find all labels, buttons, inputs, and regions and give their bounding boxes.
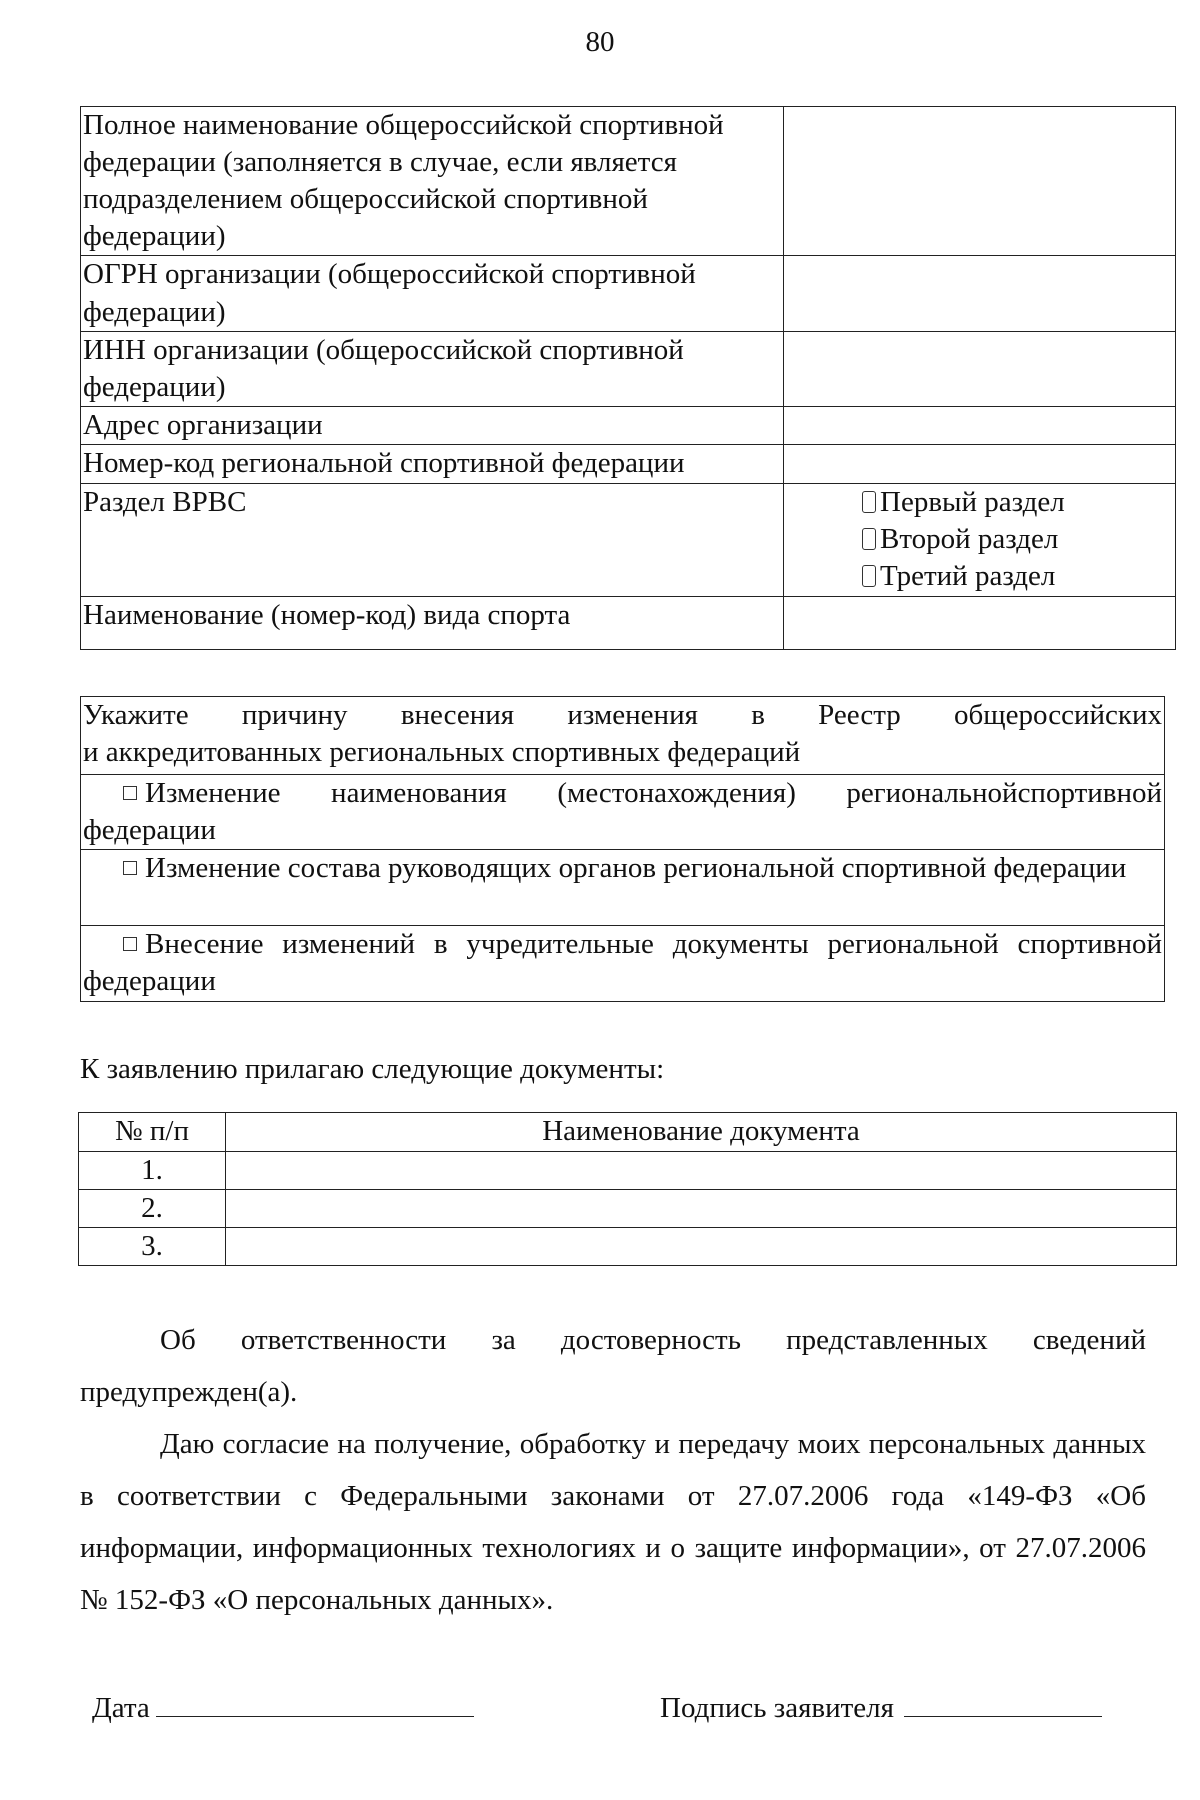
- signature-label: Подпись заявителя: [660, 1692, 894, 1724]
- inn-label: ИНН организации (общероссийской спортивной федерации): [81, 331, 784, 406]
- attachments-table: [78, 1112, 1177, 1266]
- table-row: [81, 926, 1165, 1002]
- full-name-field[interactable]: [784, 107, 1176, 256]
- vrvs-section-options: [784, 483, 1176, 596]
- date-input-line[interactable]: [156, 1690, 474, 1717]
- section-option-label: Второй раздел: [880, 523, 1059, 556]
- table-row: [81, 596, 1176, 649]
- table-row: [79, 1190, 1177, 1228]
- table-row: [81, 107, 1176, 256]
- row-number: 2.: [79, 1190, 226, 1228]
- document-name-field[interactable]: [226, 1228, 1177, 1266]
- checkbox-icon[interactable]: [862, 565, 876, 587]
- table-row: [81, 256, 1176, 331]
- reason-header: [81, 697, 1165, 775]
- vrvs-section-label: Раздел ВРВС: [81, 483, 784, 596]
- reason-option-label: Внесение изменений в учредительные документы региональной спортивной федерации: [83, 928, 1162, 998]
- organization-info-table: [80, 106, 1176, 650]
- document-name-field[interactable]: [226, 1152, 1177, 1190]
- table-header-row: [79, 1113, 1177, 1152]
- reason-option-label: Изменение состава руководящих органов региональной спортивной федерации: [145, 852, 1127, 885]
- table-row: [81, 444, 1176, 483]
- table-row: [81, 406, 1176, 444]
- sport-name-field[interactable]: [784, 596, 1176, 649]
- address-label: Адрес организации: [81, 406, 784, 444]
- address-field[interactable]: [784, 406, 1176, 444]
- table-row: [81, 483, 1176, 596]
- reason-header-line: и аккредитованных региональных спортивных федераций: [83, 736, 801, 769]
- signature-block: [660, 1690, 1102, 1727]
- reason-option-name-change[interactable]: [81, 775, 1165, 850]
- reason-option-label: Изменение наименования (местонахождения) региональнойспортивной федерации: [83, 777, 1162, 847]
- change-reason-table: [80, 696, 1165, 1002]
- sport-name-label: Наименование (номер-код) вида спорта: [81, 596, 784, 649]
- reason-option-charter-change[interactable]: [81, 926, 1165, 1002]
- regional-code-field[interactable]: [784, 444, 1176, 483]
- checkbox-icon[interactable]: [862, 491, 876, 513]
- reason-option-governance-change[interactable]: [81, 850, 1165, 926]
- reason-header-line: Укажите причину внесения изменения в Реестр общероссийских: [83, 699, 1162, 731]
- date-block: [92, 1690, 474, 1727]
- checkbox-icon[interactable]: [123, 861, 137, 875]
- row-number: 3.: [79, 1228, 226, 1266]
- consent-statement: Даю согласие на получение, обработку и передачу моих персональных данных в соответствии с Федеральными законами от 27.07.2006 года «149-ФЗ «Об информации, информационных технологиях и о защите информации», от 27.07.2006 № 152-ФЗ «О персональных данных».: [80, 1428, 1146, 1616]
- checkbox-icon[interactable]: [123, 786, 137, 800]
- date-label: Дата: [92, 1692, 150, 1724]
- row-number: 1.: [79, 1152, 226, 1190]
- section-option-second[interactable]: [862, 521, 1173, 558]
- table-row: [81, 850, 1165, 926]
- section-option-label: Первый раздел: [880, 485, 1065, 518]
- ogrn-label: ОГРН организации (общероссийской спортивной федерации): [81, 256, 784, 331]
- section-option-label: Третий раздел: [880, 560, 1056, 593]
- regional-code-label: Номер-код региональной спортивной федерации: [81, 444, 784, 483]
- section-option-first[interactable]: [862, 484, 1173, 521]
- checkbox-icon[interactable]: [862, 528, 876, 550]
- checkbox-icon[interactable]: [123, 937, 137, 951]
- document-name-field[interactable]: [226, 1190, 1177, 1228]
- table-row: [79, 1152, 1177, 1190]
- ogrn-field[interactable]: [784, 256, 1176, 331]
- section-option-third[interactable]: [862, 558, 1173, 595]
- page-number: 80: [585, 26, 615, 58]
- column-header-number: № п/п: [79, 1113, 226, 1152]
- responsibility-statement: Об ответственности за достоверность представленных сведений предупрежден(а).: [80, 1324, 1146, 1408]
- table-row: [79, 1228, 1177, 1266]
- table-row: [81, 331, 1176, 406]
- table-row: [81, 697, 1165, 775]
- inn-field[interactable]: [784, 331, 1176, 406]
- attachments-intro: К заявлению прилагаю следующие документы:: [80, 1053, 665, 1085]
- table-row: [81, 775, 1165, 850]
- column-header-document-name: Наименование документа: [226, 1113, 1177, 1152]
- full-name-label: Полное наименование общероссийской спортивной федерации (заполняется в случае, если является подразделением общероссийской спортивной федерации): [81, 107, 784, 256]
- signature-input-line[interactable]: [904, 1690, 1102, 1717]
